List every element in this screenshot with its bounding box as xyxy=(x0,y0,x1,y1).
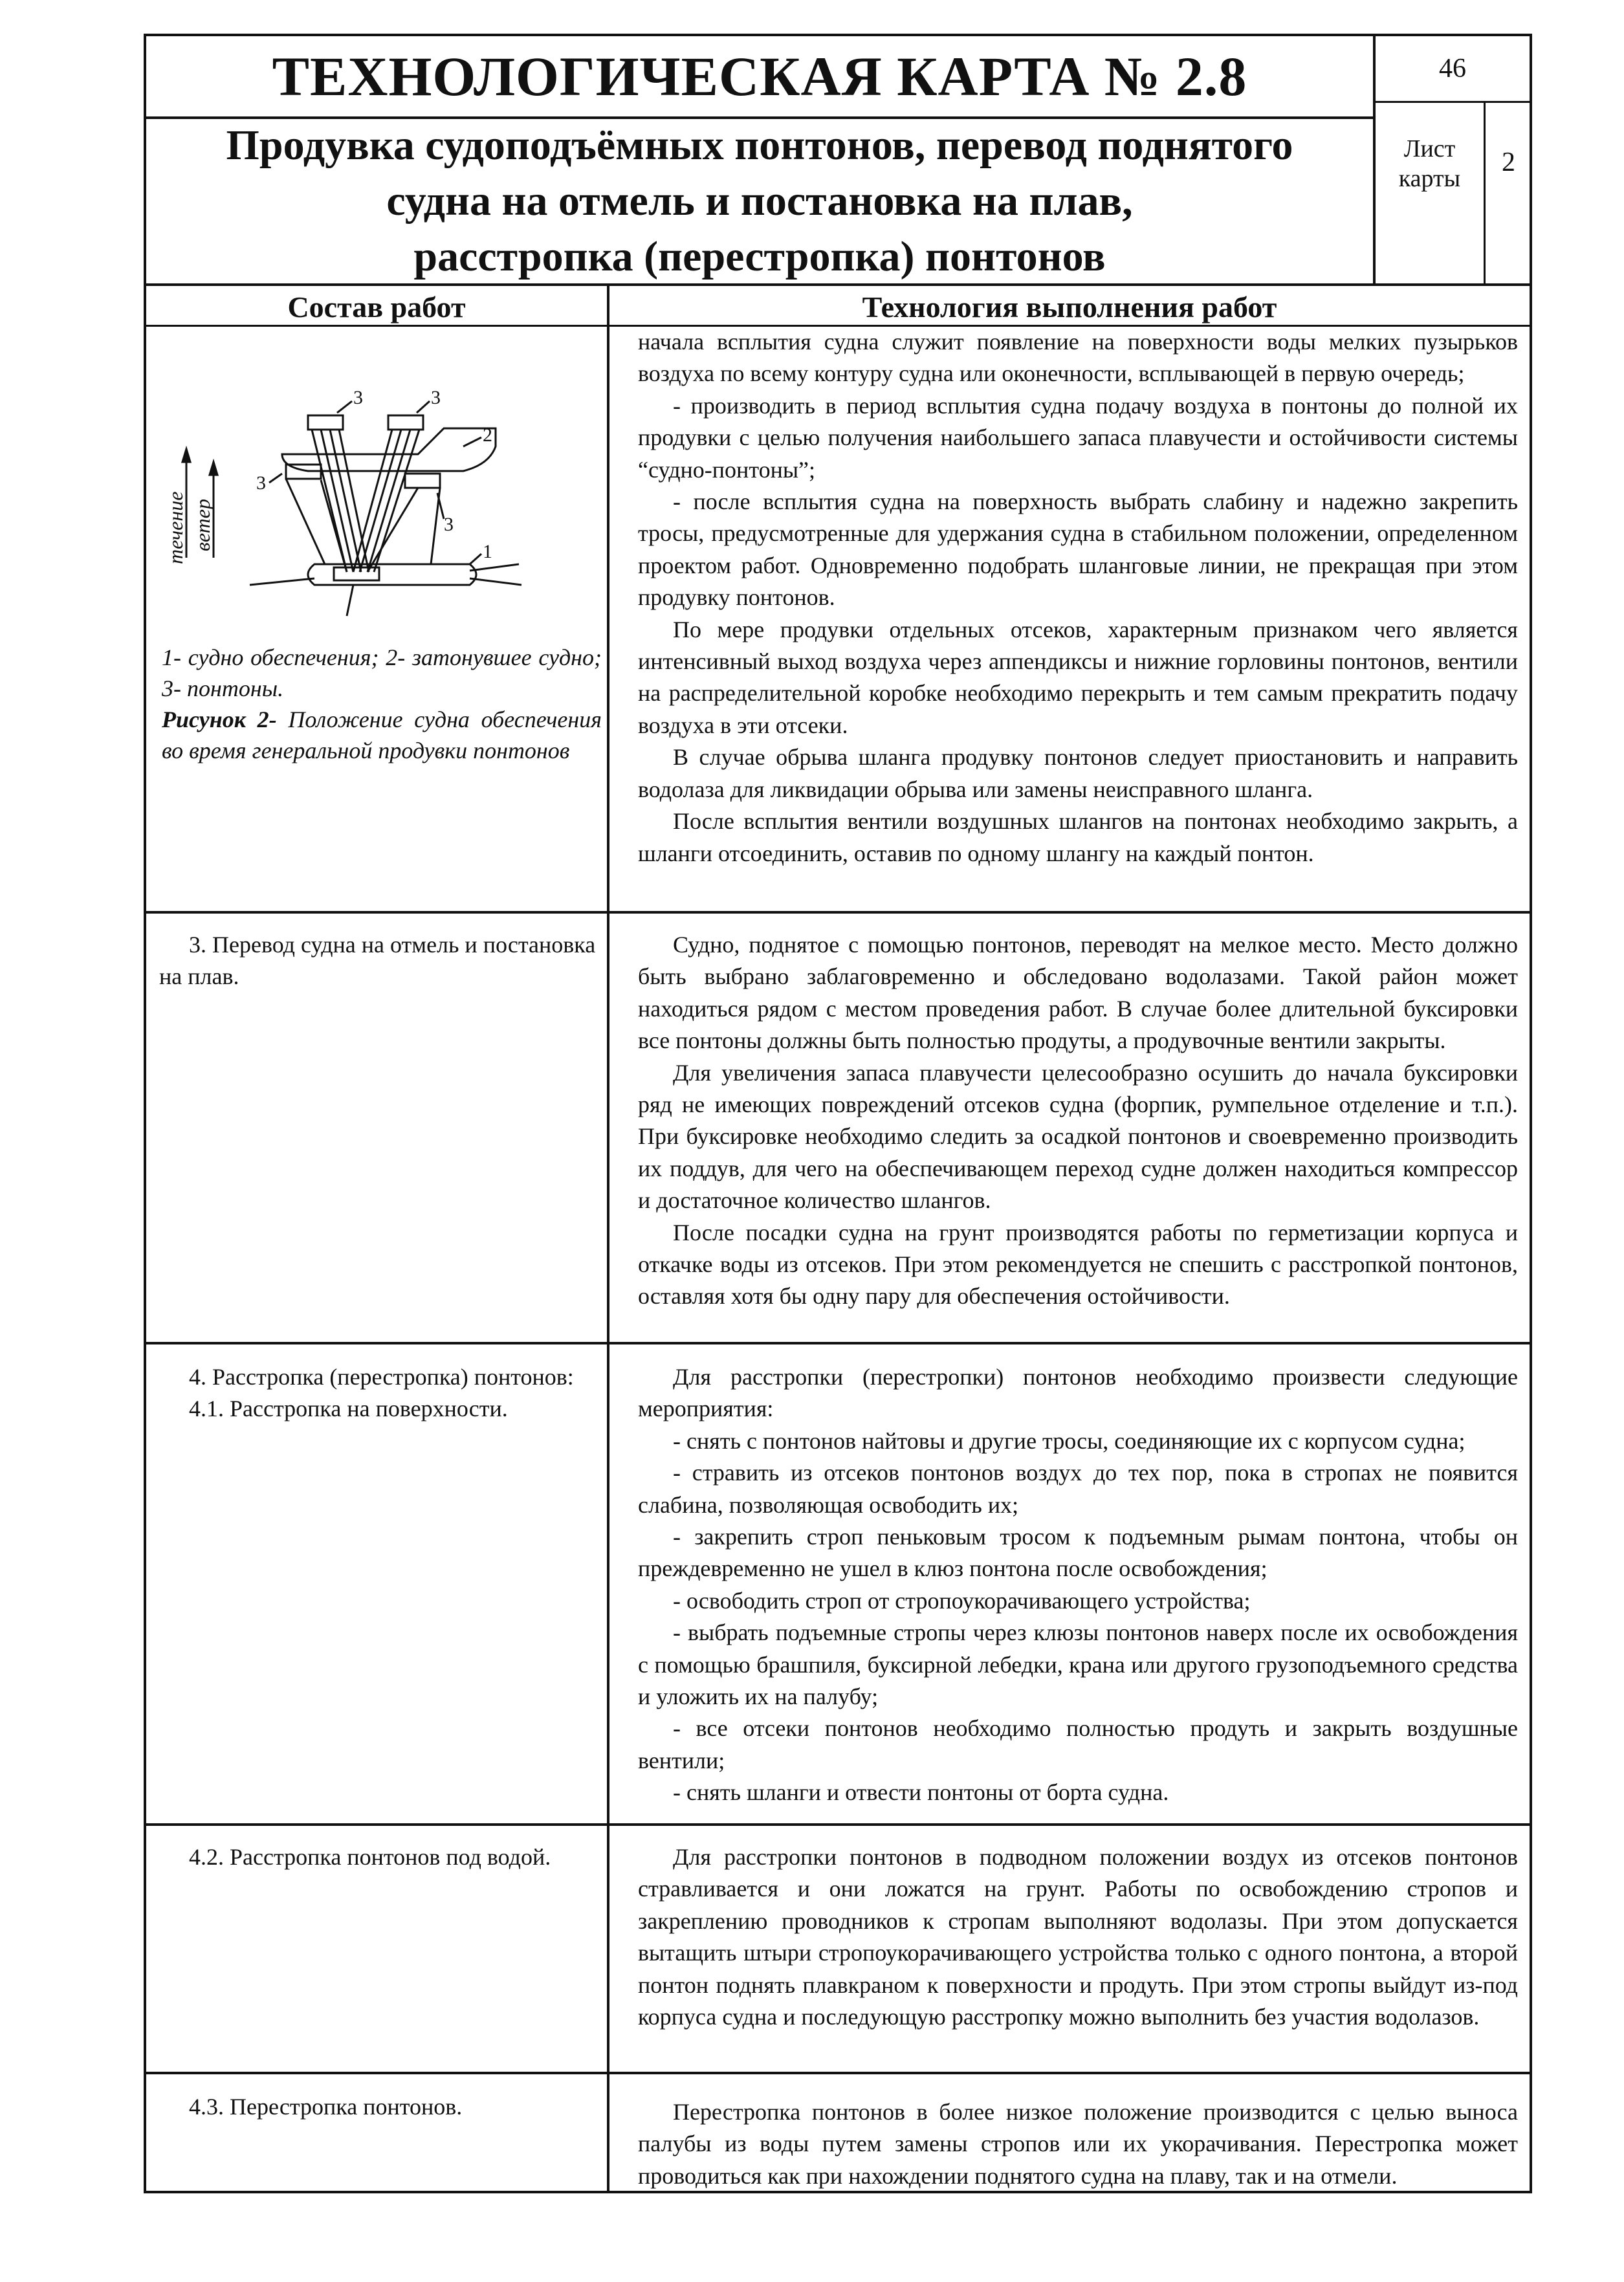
row4-paragraph: Для расстропки понтонов в подводном положении воздух из отсеков понтонов стравливается и они ложатся на грунт. Работы по освобождению стропов и закреплению проводников к стропам выполняют водолазы. При этом допускается вытащить штыри стропоукорачивающего устройства только с одного понтона, а второй понтон поднять плавкраном к поверхности и продуть. При этом стропы выйдут из-под корпуса судна и последующую расстропку можно выполнить без участия водолазов. xyxy=(638,1844,1518,2030)
row3-paragraph: - стравить из отсеков понтонов воздух до тех пор, пока в стропах не появится слабина, позволяющая освободить их; xyxy=(638,1460,1518,1518)
card-title-cell xyxy=(146,36,1373,119)
subtitle-line: судна на отмель и постановка на плав, xyxy=(386,177,1133,225)
row3-paragraph: - выбрать подъемные стропы через клюзы понтонов наверх после их освобождения с помощью брашпиля, буксирной лебедки, крана или другого грузоподъемного средства и уложить их на палубу; xyxy=(638,1619,1518,1710)
figure-legend: 1- судно обеспечения; 2- затонувшее судно; 3- понтоны. xyxy=(162,644,602,701)
row3-text xyxy=(638,1361,1518,1809)
sheet-label-line: карты xyxy=(1398,165,1461,192)
row5-paragraph: Перестропка понтонов в более низкое положение производится с целью выноса палубы из воды путем замены стропов или их укорачивания. Перестропка может проводиться как при нахождении поднятого судна на плаву, так и на отмели. xyxy=(638,2099,1518,2189)
row-divider xyxy=(146,911,1530,914)
column-header-left: Состав работ xyxy=(287,290,466,324)
card-title: ТЕХНОЛОГИЧЕСКАЯ КАРТА № 2.8 xyxy=(272,45,1247,107)
row5-text xyxy=(638,2096,1518,2192)
row1-paragraph: По мере продувки отдельных отсеков, характерным признаком чего является интенсивный выход воздуха через аппендиксы и нижние горловины понтонов, вентили на распределительной коробке необходимо перекрыть и тем самым прекратить подачу воздуха в эти отсеки. xyxy=(638,616,1518,738)
row2-paragraph: Для увеличения запаса плавучести целесообразно осушить до начала буксировки ряд не имеющих повреждений отсеков судна (форпик, румпельное отделение и т.п.). При буксировке необходимо следить за осадкой понтонов и своевременно производить их поддув, для чего на обеспечивающем переход судне должен находиться компрессор и достаточное количество шлангов. xyxy=(638,1059,1518,1214)
figure-caption-body: Положение судна обеспечения во время генеральной продувки понтонов xyxy=(162,707,602,763)
row4-title: 4.2. Расстропка понтонов под водой. xyxy=(189,1844,551,1870)
row1-paragraph: В случае обрыва шланга продувку понтонов следует приостановить и направить водолаза для ликвидации обрыва или замены неисправного шланга. xyxy=(638,744,1518,802)
row2-paragraph: После посадки судна на грунт производятся работы по герметизации корпуса и откачке воды из отсеков. При этом рекомендуется не спешить с расстропкой понтонов, оставляя хотя бы одну пару для обеспечения остойчивости. xyxy=(638,1219,1518,1310)
label-3a: 3 xyxy=(353,387,363,408)
sheet-number: 2 xyxy=(1502,148,1515,177)
row2-text xyxy=(638,929,1518,1313)
label-current: течение xyxy=(164,491,187,564)
subtitle-line: Продувка судоподъёмных понтонов, перевод поднятого xyxy=(226,122,1293,169)
row3-subtitle-line: 4.1. Расстропка на поверхности. xyxy=(189,1396,508,1421)
column-divider xyxy=(607,286,609,2191)
card-subtitle xyxy=(226,118,1293,285)
row4-text xyxy=(638,1841,1518,2033)
row3-title xyxy=(159,1361,599,1425)
row-divider xyxy=(146,2072,1530,2074)
figure-caption-label: Рисунок 2- xyxy=(162,707,277,732)
row3-paragraph: - закрепить строп пеньковым тросом к подъемным рымам понтона, чтобы он преждевременно не ушел в клюз понтона после освобождения; xyxy=(638,1524,1518,1582)
row1-text xyxy=(638,326,1518,870)
row3-paragraph: - снять с понтонов найтовы и другие тросы, соединяющие их с корпусом судна; xyxy=(673,1427,1465,1454)
sheet-label xyxy=(1376,103,1486,286)
row-divider xyxy=(146,1823,1530,1826)
row1-paragraph: - производить в период всплытия судна подачу воздуха в понтоны до полной их продувки с целью получения наибольшего запаса плавучести и остойчивости системы “судно-понтоны”; xyxy=(638,392,1518,483)
label-2: 2 xyxy=(483,424,492,446)
subtitle-line: расстропка (перестропка) понтонов xyxy=(413,233,1106,280)
row3-paragraph: - снять шланги и отвести понтоны от борта судна. xyxy=(673,1779,1169,1806)
row2-paragraph: Судно, поднятое с помощью понтонов, переводят на мелкое место. Место должно быть выбрано заблаговременно и обследовано водолазами. Такой район может находиться рядом с местом проведения работ. В случае более длительной буксировки все понтоны должны быть полностью продуты, а продувочные вентили закрыты. xyxy=(638,932,1518,1054)
column-header-right: Технология выполнения работ xyxy=(862,290,1277,324)
figure-caption-text xyxy=(162,704,602,766)
tech-card xyxy=(144,34,1532,2193)
label-3b: 3 xyxy=(431,387,441,408)
card-subtitle-cell xyxy=(146,116,1373,286)
label-1: 1 xyxy=(483,541,492,562)
row2-title: 3. Перевод судна на отмель и постановка на плав. xyxy=(159,932,596,989)
row1-paragraph: После всплытия вентили воздушных шлангов на понтонах необходимо закрыть, а шланги отсоединить, оставив по одному шлангу на каждый понтон. xyxy=(638,808,1518,866)
row3-paragraph: Для расстропки (перестропки) понтонов необходимо произвести следующие мероприятия: xyxy=(638,1364,1518,1422)
label-3d: 3 xyxy=(444,514,454,535)
row3-title-line: 4. Расстропка (перестропка) понтонов: xyxy=(189,1364,574,1390)
figure-caption xyxy=(162,642,602,766)
row5-title: 4.3. Перестропка понтонов. xyxy=(189,2094,463,2120)
label-3c: 3 xyxy=(256,472,266,494)
row3-paragraph: - освободить строп от стропоукорачивающего устройства; xyxy=(673,1587,1251,1614)
row1-paragraph: начала всплытия судна служит появление на поверхности воды мелких пузырьков воздуха по всему контуру судна или оконечности, всплывающей в первую очередь; xyxy=(638,329,1518,387)
row-divider xyxy=(146,283,1530,286)
row3-paragraph: - все отсеки понтонов необходимо полностью продуть и закрыть воздушные вентили; xyxy=(638,1715,1518,1773)
row-divider xyxy=(146,1342,1530,1344)
sheet-label-line: Лист xyxy=(1403,135,1456,162)
figure-pontoon-diagram xyxy=(159,344,599,648)
label-wind: ветер xyxy=(191,499,214,551)
page-number: 46 xyxy=(1376,36,1530,103)
row1-paragraph: - после всплытия судна на поверхность выбрать слабину и надежно закрепить тросы, предусмотренные для удержания судна в стабильном положении, определенном проектом работ. Одновременно подобрать шланговые линии, не прекращая при этом продувку понтонов. xyxy=(638,488,1518,611)
